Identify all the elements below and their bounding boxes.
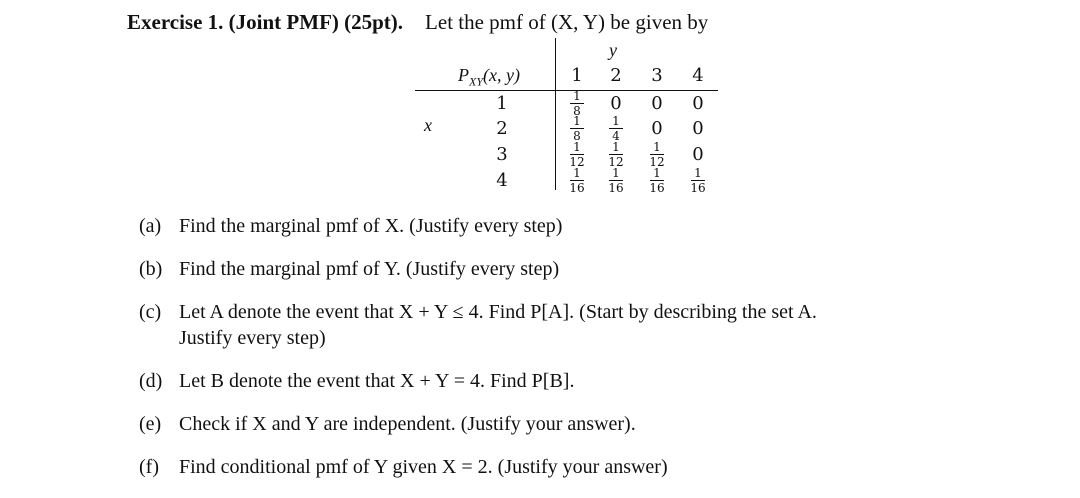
fraction-denominator: 8 (573, 104, 581, 118)
part-text: Check if X and Y are independent. (Justify your answer). (179, 413, 636, 435)
pmf-cell-fraction (562, 167, 592, 194)
column-divider (555, 38, 556, 190)
x-variable-label: x (424, 115, 432, 135)
pmf-cell: 0 (610, 93, 622, 114)
part-label: (d) (139, 370, 163, 392)
pmf-cell: 0 (692, 144, 704, 165)
question-part (139, 213, 562, 239)
pmf-cell: 0 (651, 118, 663, 139)
fraction-numerator: 1 (691, 167, 705, 181)
part-text-continued: Justify every step) (179, 327, 326, 349)
pmf-cell: 0 (651, 93, 663, 114)
fraction-numerator: 1 (609, 141, 623, 155)
x-value-3: 3 (496, 144, 508, 165)
fraction-denominator: 12 (569, 155, 585, 169)
x-value-1: 1 (496, 93, 508, 114)
fraction-denominator: 12 (608, 155, 624, 169)
pmf-cell-fraction (562, 90, 592, 117)
fraction-denominator: 4 (612, 129, 620, 143)
fraction-denominator: 16 (569, 181, 585, 195)
x-value-4: 4 (496, 170, 508, 191)
part-text: Find conditional pmf of Y given X = 2. (Justify your answer) (179, 456, 668, 478)
part-label: (c) (139, 301, 162, 323)
pmf-cell-fraction (601, 167, 631, 194)
part-label: (a) (139, 215, 162, 237)
pmf-cell-fraction (601, 141, 631, 168)
fraction-denominator: 8 (573, 129, 581, 143)
fraction-numerator: 1 (570, 141, 584, 155)
part-text: Let B denote the event that X + Y = 4. Find P[B]. (179, 370, 575, 392)
question-part (139, 299, 817, 351)
part-text: Find the marginal pmf of Y. (Justify every step) (179, 258, 560, 280)
pmf-cell-fraction (562, 141, 592, 168)
part-text: Find the marginal pmf of X. (Justify every step) (179, 215, 563, 237)
question-part (139, 411, 636, 437)
y-value-1: 1 (571, 65, 583, 86)
fraction-denominator: 16 (649, 181, 665, 195)
y-value-3: 3 (651, 65, 663, 86)
part-label: (e) (139, 413, 162, 435)
y-value-2: 2 (610, 65, 622, 86)
exercise-title: Exercise 1. (Joint PMF) (25pt). (127, 10, 404, 34)
part-text: Let A denote the event that X + Y ≤ 4. Find P[A]. (Start by describing the set A. (179, 301, 817, 323)
fraction-denominator: 16 (608, 181, 624, 195)
pmf-cell-fraction (642, 167, 672, 194)
fraction-numerator: 1 (570, 167, 584, 181)
question-part (139, 256, 559, 282)
fraction-numerator: 1 (609, 167, 623, 181)
corner-subscript: XY (469, 74, 484, 89)
corner-args: (x, y) (483, 65, 520, 85)
y-value-4: 4 (692, 65, 704, 86)
fraction-numerator: 1 (650, 141, 664, 155)
pmf-cell: 0 (692, 93, 704, 114)
pmf-cell-fraction (642, 141, 672, 168)
question-part (139, 368, 574, 394)
fraction-denominator: 16 (690, 181, 706, 195)
pmf-cell: 0 (692, 118, 704, 139)
part-label: (b) (139, 258, 163, 280)
exercise-header (127, 10, 708, 35)
fraction-numerator: 1 (570, 90, 584, 104)
fraction-numerator: 1 (570, 115, 584, 129)
fraction-numerator: 1 (650, 167, 664, 181)
corner-p: P (458, 65, 469, 85)
y-variable-label: y (609, 40, 617, 60)
corner-label (458, 65, 520, 90)
fraction-denominator: 12 (649, 155, 665, 169)
fraction-numerator: 1 (609, 115, 623, 129)
pmf-cell-fraction (683, 167, 713, 194)
pmf-cell-fraction (562, 115, 592, 142)
pmf-cell-fraction (601, 115, 631, 142)
question-part (139, 454, 668, 480)
x-value-2: 2 (496, 118, 508, 139)
exercise-intro: Let the pmf of (X, Y) be given by (425, 10, 709, 34)
part-label: (f) (139, 456, 159, 478)
